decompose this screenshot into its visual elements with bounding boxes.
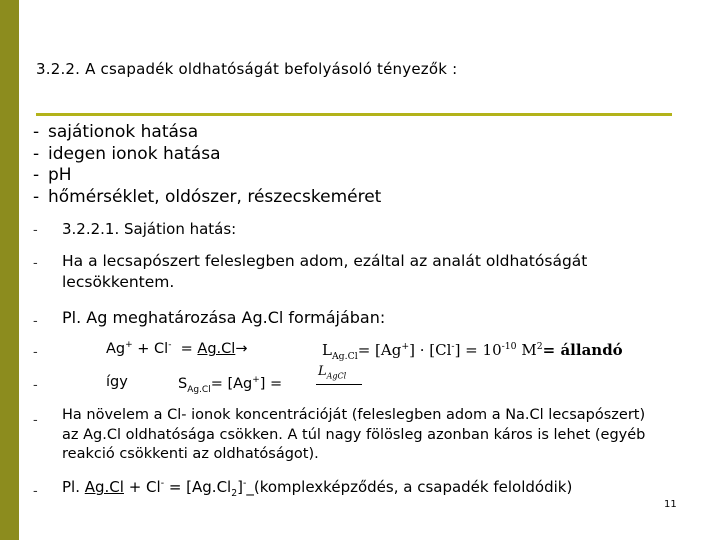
paragraph-common-ion: Ha növelem a Cl- ionok koncentrációját (feleslegben adom a Na.Cl lecsapószert) az Ag.Cl oldhatósága csökken. A túl nagy fölösleg azonban káros is lehet (egyéb reakció csökkenti az oldhatóságot). xyxy=(62,407,646,462)
page-number: 11 xyxy=(664,499,677,510)
title-divider xyxy=(36,113,672,116)
igy-label: így xyxy=(106,374,128,390)
paragraph-excess-reagent: Ha a lecsapószert feleslegben adom, ezáltal az analát oldhatóságát lecsökkentem. xyxy=(62,252,588,291)
bullet-dash: - xyxy=(33,223,38,238)
bullet-dash: - xyxy=(33,314,38,329)
list-item: - hőmérséklet, oldószer, részecskeméret xyxy=(33,186,382,207)
solubility-equation: $S_{Ag.Cl}= [Ag^+]$ = xyxy=(178,375,283,395)
list-item: - idegen ionok hatása xyxy=(33,143,221,164)
factor-list xyxy=(33,122,381,208)
bullet-dash: - xyxy=(33,345,38,360)
list-item: - pH xyxy=(33,165,72,185)
precipitation-equation: Ag+ + Cl- = Ag.Cl→ xyxy=(106,340,248,357)
subheading: 3.2.2.1. Sajátion hatás: xyxy=(62,220,237,238)
solubility-product: $L_{Ag.Cl}= [Ag^+] \cdot [Cl^-] = 10^{-10}$ $M^2=$ állandó xyxy=(322,341,623,362)
fraction-line xyxy=(316,384,362,385)
list-item: - sajátionok hatása xyxy=(33,122,199,142)
complex-formation-equation: Pl. $Ag.Cl + Cl^- = [Ag.Cl_2]^-\_(komplexképződés$, a csapadék feloldódik) xyxy=(62,478,573,499)
page-title: 3.2.2. A csapadék oldhatóságát befolyásoló tényezők : xyxy=(36,60,458,78)
bullet-dash: - xyxy=(33,484,38,499)
bullet-dash: - xyxy=(33,413,38,428)
sqrt-fraction: $L_{AgCl}$ xyxy=(316,364,364,394)
bullet-dash: - xyxy=(33,256,38,271)
sidebar-accent-bar xyxy=(0,0,19,540)
bullet-dash: - xyxy=(33,378,38,393)
paragraph-ag-determination: Pl. Ag meghatározása Ag.Cl formájában: xyxy=(62,308,386,327)
